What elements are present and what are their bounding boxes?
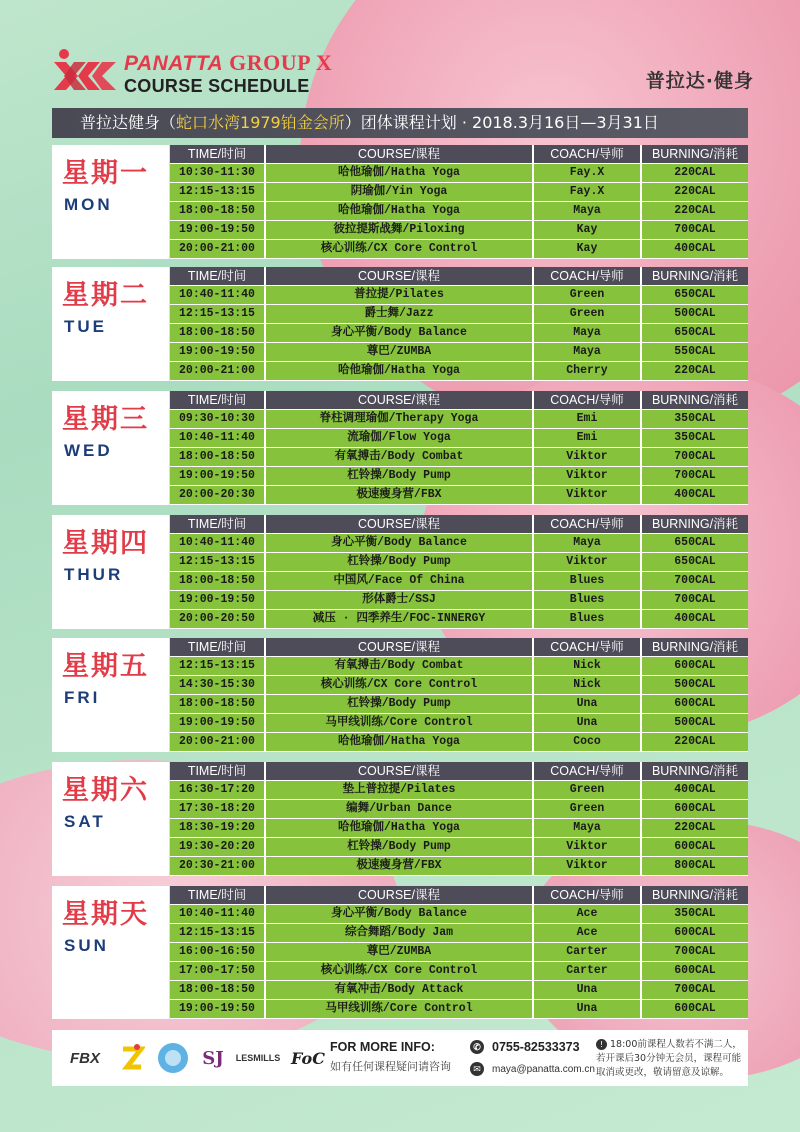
chat-icon: ✉ [470,1062,484,1076]
header-time: TIME/时间 [170,145,266,163]
day-name-en: THUR [64,565,124,584]
banner-text-post: ）团体课程计划 · 2018.3月16日—3月31日 [344,113,659,132]
header-course: COURSE/课程 [266,267,534,285]
banner-venue: 蛇口水湾1979铂金会所 [176,113,345,132]
course-schedule-subtitle: COURSE SCHEDULE [124,76,310,96]
class-time: 18:00-18:50 [170,695,266,713]
schedule-table [170,267,748,381]
class-course: 形体爵士/SSJ [266,591,534,609]
class-coach: Carter [534,943,642,961]
class-coach: Nick [534,657,642,675]
header-time: TIME/时间 [170,638,266,656]
class-time: 18:00-18:50 [170,981,266,999]
header-course: COURSE/课程 [266,886,534,904]
table-row [170,362,748,381]
class-time: 19:00-19:50 [170,467,266,485]
table-row [170,286,748,305]
class-time: 09:30-10:30 [170,410,266,428]
table-header [170,886,748,905]
class-course: 极速瘦身营/FBX [266,486,534,504]
header-burning: BURNING/消耗 [651,516,739,531]
class-course: 哈他瑜伽/Hatha Yoga [266,733,534,751]
class-burning: 650CAL [674,536,716,550]
table-row [170,429,748,448]
table-row [170,183,748,202]
brand-part-panatta: PANATTA [124,52,224,75]
class-burning: 220CAL [674,166,716,180]
header-course: COURSE/课程 [266,145,534,163]
class-time: 20:00-21:00 [170,362,266,380]
table-header [170,515,748,534]
class-coach: Maya [534,324,642,342]
table-row [170,714,748,733]
day-name-en: FRI [64,688,101,707]
table-row [170,905,748,924]
brand-title [124,50,332,76]
class-course: 综合舞蹈/Body Jam [266,924,534,942]
class-course: 彼拉提斯战舞/Piloxing [266,221,534,239]
table-row [170,781,748,800]
class-time: 12:15-13:15 [170,553,266,571]
class-coach: Carter [534,962,642,980]
table-row [170,534,748,553]
class-burning: 600CAL [674,802,716,816]
class-course: 身心平衡/Body Balance [266,534,534,552]
class-course: 杠铃操/Body Pump [266,553,534,571]
table-row [170,591,748,610]
header-burning: BURNING/消耗 [651,268,739,283]
notice-text: 18:00前课程人数若不满二人，若开课后30分钟无会员，课程可能取消或更改，敬请留意及谅解。 [596,1039,742,1078]
class-coach: Nick [534,676,642,694]
more-info-cn: 如有任何课程疑问请咨询 [330,1060,451,1073]
foc-logo-text: FoC [291,1048,325,1068]
class-course: 核心训练/CX Core Control [266,962,534,980]
class-burning: 600CAL [674,964,716,978]
class-burning: 700CAL [674,450,716,464]
class-time: 12:15-13:15 [170,183,266,201]
class-time: 19:00-19:50 [170,343,266,361]
class-coach: Fay.X [534,183,642,201]
phone-contact[interactable] [470,1040,580,1054]
class-coach: Blues [534,610,642,628]
class-coach: Blues [534,591,642,609]
class-burning: 700CAL [674,593,716,607]
class-burning: 600CAL [674,697,716,711]
class-burning: 400CAL [674,783,716,797]
day-block-thur [52,515,748,629]
class-course: 脊柱调理瑜伽/Therapy Yoga [266,410,534,428]
class-coach: Green [534,781,642,799]
day-name-en: MON [64,195,113,214]
lesmills-logo-text: LESMILLS [235,1053,281,1063]
class-burning: 220CAL [674,735,716,749]
table-row [170,962,748,981]
class-coach: Maya [534,343,642,361]
class-time: 16:30-17:20 [170,781,266,799]
class-coach: Una [534,695,642,713]
table-row [170,1000,748,1019]
header-burning: BURNING/消耗 [651,639,739,654]
phone-icon: ✆ [470,1040,484,1054]
class-course: 哈他瑜伽/Hatha Yoga [266,164,534,182]
class-burning: 400CAL [674,242,716,256]
fbx-logo-text: FBX [70,1049,100,1067]
day-label [52,886,170,1019]
class-coach: Coco [534,733,642,751]
class-coach: Ace [534,905,642,923]
class-coach: Fay.X [534,164,642,182]
header-burning: BURNING/消耗 [651,763,739,778]
table-header [170,638,748,657]
class-burning: 550CAL [674,345,716,359]
day-name-cn: 星期四 [62,528,149,559]
class-course: 垫上普拉提/Pilates [266,781,534,799]
class-time: 14:30-15:30 [170,676,266,694]
class-course: 阴瑜伽/Yin Yoga [266,183,534,201]
table-row [170,553,748,572]
class-burning: 350CAL [674,412,716,426]
notice [596,1038,742,1080]
class-burning: 500CAL [674,678,716,692]
class-coach: Emi [534,429,642,447]
class-burning: 600CAL [674,926,716,940]
class-time: 20:00-21:00 [170,733,266,751]
table-row [170,838,748,857]
class-course: 中国风/Face Of China [266,572,534,590]
table-row [170,305,748,324]
schedule-banner [52,108,748,138]
class-burning: 220CAL [674,821,716,835]
day-name-en: TUE [64,317,107,336]
header-burning: BURNING/消耗 [651,887,739,902]
class-coach: Ace [534,924,642,942]
header-time: TIME/时间 [170,762,266,780]
ssj-logo-text: SJ [202,1047,224,1069]
header-time: TIME/时间 [170,391,266,409]
class-course: 哈他瑜伽/Hatha Yoga [266,202,534,220]
class-burning: 350CAL [674,907,716,921]
class-course: 尊巴/ZUMBA [266,943,534,961]
table-row [170,410,748,429]
class-burning: 800CAL [674,859,716,873]
table-row [170,857,748,876]
day-name-cn: 星期二 [62,280,149,311]
class-coach: Una [534,981,642,999]
day-label [52,762,170,876]
day-block-mon [52,145,748,259]
brand-part-groupx: GROUP X [223,50,333,75]
fbx-logo [62,1040,108,1076]
class-course: 爵士舞/Jazz [266,305,534,323]
footer [52,1030,748,1086]
table-row [170,943,748,962]
header-time: TIME/时间 [170,515,266,533]
class-time: 19:30-20:20 [170,838,266,856]
class-burning: 600CAL [674,1002,716,1016]
class-burning: 500CAL [674,716,716,730]
header-course: COURSE/课程 [266,762,534,780]
class-coach: Kay [534,221,642,239]
class-time: 20:30-21:00 [170,857,266,875]
class-burning: 220CAL [674,185,716,199]
ssj-logo [198,1040,228,1076]
schedule-table [170,886,748,1019]
class-coach: Kay [534,240,642,258]
header-burning: BURNING/消耗 [651,392,739,407]
day-name-en: WED [64,441,113,460]
class-time: 18:00-18:50 [170,448,266,466]
schedule-table [170,762,748,876]
class-course: 尊巴/ZUMBA [266,343,534,361]
class-burning: 650CAL [674,288,716,302]
panatta-logo-icon [52,46,118,92]
phone-number: 0755-82533373 [492,1040,580,1054]
foc-logo [288,1040,328,1076]
class-burning: 700CAL [674,469,716,483]
class-time: 10:30-11:30 [170,164,266,182]
class-course: 有氧搏击/Body Combat [266,657,534,675]
day-name-cn: 星期一 [62,158,149,189]
class-burning: 400CAL [674,488,716,502]
class-course: 核心训练/CX Core Control [266,676,534,694]
class-burning: 650CAL [674,555,716,569]
class-course: 杠铃操/Body Pump [266,838,534,856]
brand-name-cn: 普拉达·健身 [645,70,754,92]
day-label [52,145,170,259]
class-course: 减压 · 四季养生/FOC-INNERGY [266,610,534,628]
schedule-table [170,145,748,259]
class-coach: Viktor [534,553,642,571]
class-course: 杠铃操/Body Pump [266,695,534,713]
class-course: 有氧冲击/Body Attack [266,981,534,999]
class-burning: 220CAL [674,204,716,218]
day-name-cn: 星期天 [62,899,149,930]
class-burning: 500CAL [674,307,716,321]
class-time: 18:00-18:50 [170,202,266,220]
class-coach: Viktor [534,838,642,856]
table-row [170,610,748,629]
day-block-wed [52,391,748,505]
class-coach: Cherry [534,362,642,380]
class-time: 18:30-19:20 [170,819,266,837]
header-course: COURSE/课程 [266,638,534,656]
class-coach: Emi [534,410,642,428]
table-row [170,657,748,676]
class-time: 10:40-11:40 [170,534,266,552]
class-course: 哈他瑜伽/Hatha Yoga [266,819,534,837]
header-coach: COACH/导师 [534,515,642,533]
class-course: 马甲线训练/Core Control [266,714,534,732]
table-row [170,202,748,221]
banner-text-pre: 普拉达健身（ [80,113,177,132]
header-coach: COACH/导师 [534,391,642,409]
table-row [170,324,748,343]
email-address: maya@panatta.com.cn [492,1063,595,1075]
header-coach: COACH/导师 [534,886,642,904]
day-name-en: SAT [64,812,106,831]
more-info-label: FOR MORE INFO: [330,1040,435,1054]
alert-icon: ! [596,1039,607,1050]
schedule-table [170,515,748,629]
class-time: 12:15-13:15 [170,924,266,942]
table-header [170,762,748,781]
table-row [170,800,748,819]
day-block-fri [52,638,748,752]
class-coach: Una [534,1000,642,1018]
table-row [170,164,748,183]
class-burning: 350CAL [674,431,716,445]
table-row [170,924,748,943]
header-burning: BURNING/消耗 [651,146,739,161]
class-time: 20:00-20:30 [170,486,266,504]
class-time: 19:00-19:50 [170,221,266,239]
header-coach: COACH/导师 [534,762,642,780]
class-time: 12:15-13:15 [170,305,266,323]
class-burning: 700CAL [674,983,716,997]
day-block-tue [52,267,748,381]
table-row [170,486,748,505]
class-course: 身心平衡/Body Balance [266,905,534,923]
class-time: 10:40-11:40 [170,429,266,447]
header-coach: COACH/导师 [534,267,642,285]
day-label [52,267,170,381]
class-course: 哈他瑜伽/Hatha Yoga [266,362,534,380]
day-label [52,638,170,752]
class-coach: Maya [534,534,642,552]
day-block-sun [52,886,748,1019]
header-course: COURSE/课程 [266,391,534,409]
class-course: 编舞/Urban Dance [266,800,534,818]
day-label [52,391,170,505]
class-time: 20:00-21:00 [170,240,266,258]
table-header [170,391,748,410]
class-burning: 220CAL [674,364,716,378]
day-name-cn: 星期五 [62,651,149,682]
class-burning: 650CAL [674,326,716,340]
class-course: 有氧搏击/Body Combat [266,448,534,466]
class-time: 19:00-19:50 [170,591,266,609]
class-coach: Viktor [534,448,642,466]
schedule-table [170,638,748,752]
day-block-sat [52,762,748,876]
day-label [52,515,170,629]
table-row [170,240,748,259]
class-time: 18:00-18:50 [170,572,266,590]
class-coach: Viktor [534,857,642,875]
header-course: COURSE/课程 [266,515,534,533]
class-course: 杠铃操/Body Pump [266,467,534,485]
table-row [170,572,748,591]
class-coach: Viktor [534,467,642,485]
schedule-table [170,391,748,505]
class-coach: Maya [534,819,642,837]
table-row [170,467,748,486]
class-burning: 600CAL [674,659,716,673]
class-course: 极速瘦身营/FBX [266,857,534,875]
table-row [170,695,748,714]
table-header [170,267,748,286]
table-row [170,676,748,695]
table-row [170,981,748,1000]
table-row [170,448,748,467]
class-burning: 400CAL [674,612,716,626]
class-time: 20:00-20:50 [170,610,266,628]
class-coach: Maya [534,202,642,220]
class-time: 19:00-19:50 [170,1000,266,1018]
class-time: 12:15-13:15 [170,657,266,675]
table-row [170,343,748,362]
day-name-cn: 星期六 [62,775,149,806]
class-burning: 700CAL [674,945,716,959]
class-burning: 600CAL [674,840,716,854]
header-time: TIME/时间 [170,267,266,285]
class-time: 16:00-16:50 [170,943,266,961]
class-time: 10:40-11:40 [170,905,266,923]
email-contact[interactable] [470,1062,595,1076]
dance-logo-icon [154,1040,192,1076]
class-coach: Green [534,286,642,304]
header-coach: COACH/导师 [534,638,642,656]
class-course: 核心训练/CX Core Control [266,240,534,258]
class-coach: Una [534,714,642,732]
class-time: 17:30-18:20 [170,800,266,818]
class-course: 身心平衡/Body Balance [266,324,534,342]
day-name-en: SUN [64,936,109,955]
class-course: 马甲线训练/Core Control [266,1000,534,1018]
table-row [170,733,748,752]
table-row [170,221,748,240]
day-name-cn: 星期三 [62,404,149,435]
class-time: 17:00-17:50 [170,962,266,980]
class-coach: Blues [534,572,642,590]
header-coach: COACH/导师 [534,145,642,163]
table-header [170,145,748,164]
table-row [170,819,748,838]
class-coach: Green [534,800,642,818]
header-time: TIME/时间 [170,886,266,904]
class-course: 普拉提/Pilates [266,286,534,304]
class-time: 18:00-18:50 [170,324,266,342]
class-coach: Viktor [534,486,642,504]
class-coach: Green [534,305,642,323]
lesmills-logo [234,1040,282,1076]
zumba-logo-icon [116,1040,148,1076]
class-burning: 700CAL [674,223,716,237]
class-burning: 700CAL [674,574,716,588]
class-time: 10:40-11:40 [170,286,266,304]
class-course: 流瑜伽/Flow Yoga [266,429,534,447]
class-time: 19:00-19:50 [170,714,266,732]
